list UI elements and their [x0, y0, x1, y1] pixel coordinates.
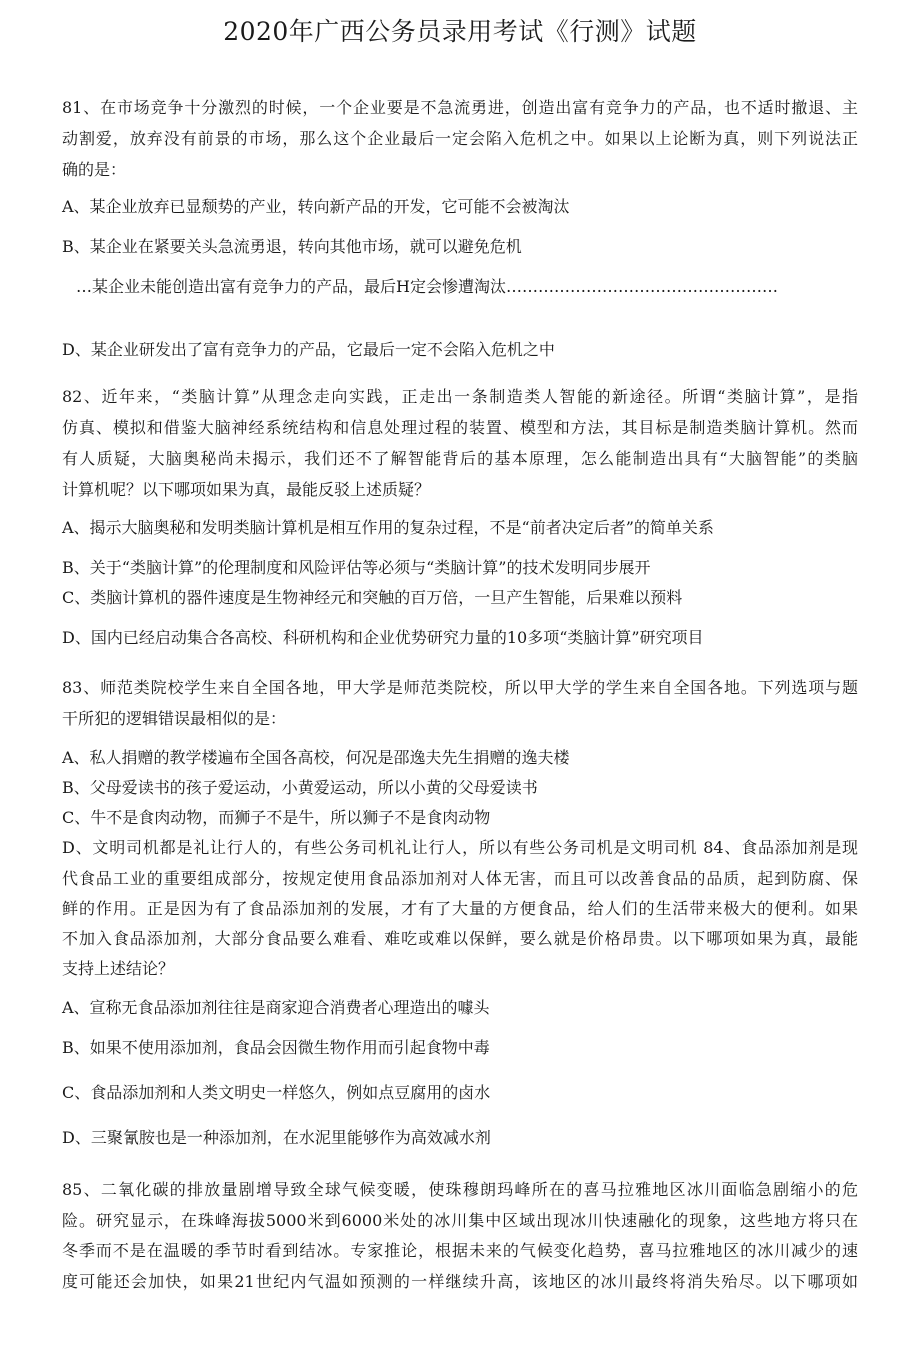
page-title: 2020年广西公务员录用考试《行测》试题 — [223, 17, 697, 46]
q84-stem-line-2: 鲜的作用。正是因为有了食品添加剂的发展，才有了大量的方便食品，给人们的生活带来极大的便利。如果 — [62, 899, 858, 918]
q84-stem-line-3: 不加入食品添加剂，大部分食品要么难看、难吃或难以保鲜，要么就是价格昂贵。以下哪项如果为真，最能 — [62, 929, 858, 948]
q84-stem-line-1: 代食品工业的重要组成部分，按规定使用食品添加剂对人体无害，而且可以改善食品的品质，起到防腐、保 — [62, 869, 858, 888]
q82-stem-line-2: 仿真、模拟和借鉴大脑神经系统结构和信息处理过程的装置、模型和方法，其目标是制造类脑计算机。然而 — [62, 418, 858, 437]
q83-option-b: B、父母爱读书的孩子爱运动，小黄爱运动，所以小黄的父母爱读书 — [62, 778, 538, 797]
q83-option-a: A、私人捐赠的教学楼遍布全国各高校，何况是邵逸夫先生捐赠的逸夫楼 — [62, 748, 570, 767]
q81-option-c: …某企业未能创造出富有竞争力的产品，最后H定会惨遭淘汰…………………………………………… — [76, 277, 778, 296]
q82-stem-line-4: 计算机呢？以下哪项如果为真，最能反驳上述质疑？ — [62, 480, 431, 499]
q84-option-a: A、宣称无食品添加剂往往是商家迎合消费者心理造出的噱头 — [62, 998, 490, 1017]
q81-option-d: D、某企业研发出了富有竞争力的产品，它最后一定不会陷入危机之中 — [62, 340, 555, 359]
q82-option-a: A、揭示大脑奥秘和发明类脑计算机是相互作用的复杂过程，不是“前者决定后者”的简单关系 — [62, 518, 714, 537]
q82-stem-line-3: 有人质疑，大脑奥秘尚未揭示，我们还不了解智能背后的基本原理，怎么能制造出具有“大脑智能”的类脑 — [62, 449, 858, 468]
q82-option-b: B、关于“类脑计算”的伦理制度和风险评估等必须与“类脑计算”的技术发明同步展开 — [62, 558, 651, 577]
q84-option-b: B、如果不使用添加剂，食品会因微生物作用而引起食物中毒 — [62, 1038, 490, 1057]
q83-option-c: C、牛不是食肉动物，而狮子不是牛，所以狮子不是食肉动物 — [62, 808, 491, 827]
q82-option-d: D、国内已经启动集合各高校、科研机构和企业优势研究力量的10多项“类脑计算”研究项目 — [62, 628, 704, 647]
q81-stem-line-1: 81、在市场竞争十分激烈的时候，一个企业要是不急流勇进，创造出富有竞争力的产品，也不适时撤退、主 — [62, 98, 858, 117]
q81-option-b: B、某企业在紧要关头急流勇退，转向其他市场，就可以避免危机 — [62, 237, 522, 256]
q83-option-d: D、文明司机都是礼让行人的，有些公务司机礼让行人，所以有些公务司机是文明司机 84、食品添加剂是现 — [62, 838, 858, 857]
q84-stem-line-4: 支持上述结论？ — [62, 959, 175, 978]
q81-option-a: A、某企业放弃已显颓势的产业，转向新产品的开发，它可能不会被淘汰 — [62, 197, 570, 216]
q82-option-c: C、类脑计算机的器件速度是生物神经元和突触的百万倍，一旦产生智能，后果难以预料 — [62, 588, 683, 607]
q85-stem-line-1: 85、二氧化碳的排放量剧增导致全球气候变暖，使珠穆朗玛峰所在的喜马拉雅地区冰川面临急剧缩小的危 — [62, 1180, 858, 1199]
q82-stem-line-1: 82、近年来，“类脑计算”从理念走向实践，正走出一条制造类人智能的新途径。所谓“类脑计算”，是指 — [62, 387, 858, 406]
q81-stem-line-2: 动割爱，放弃没有前景的市场，那么这个企业最后一定会陷入危机之中。如果以上论断为真，则下列说法正 — [62, 129, 858, 148]
q84-option-d: D、三聚氰胺也是一种添加剂，在水泥里能够作为高效减水剂 — [62, 1128, 491, 1147]
q83-stem-line-2: 干所犯的逻辑错误最相似的是： — [62, 709, 287, 728]
q85-stem-line-3: 冬季而不是在温暖的季节时看到结冰。专家推论，根据未来的气候变化趋势，喜马拉雅地区的冰川减少的速 — [62, 1241, 858, 1260]
q84-option-c: C、食品添加剂和人类文明史一样悠久，例如点豆腐用的卤水 — [62, 1083, 491, 1102]
q85-stem-line-4: 度可能还会加快，如果21世纪内气温如预测的一样继续升高，该地区的冰川最终将消失殆尽。以下哪项如 — [62, 1272, 858, 1291]
q81-stem-line-3: 确的是： — [62, 160, 127, 179]
q85-stem-line-2: 险。研究显示，在珠峰海拔5000米到6000米处的冰川集中区域出现冰川快速融化的现象，这些地方将只在 — [62, 1211, 858, 1230]
q83-stem-line-1: 83、师范类院校学生来自全国各地，甲大学是师范类院校，所以甲大学的学生来自全国各地。下列选项与题 — [62, 678, 858, 697]
